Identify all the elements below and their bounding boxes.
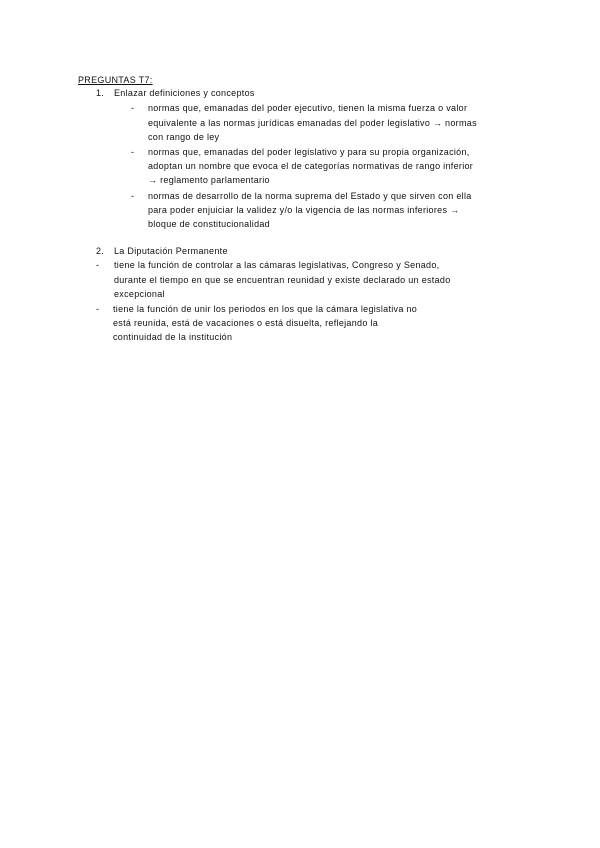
- q2-item-1-line: tiene la función de controlar a las cámaras legislativas, Congreso y Senado,: [114, 260, 440, 270]
- bullet-dash: -: [96, 304, 100, 314]
- q1-item-3-line: para poder enjuiciar la validez y/o la vigencia de las normas inferiores →: [148, 205, 460, 215]
- bullet-dash: -: [96, 260, 100, 270]
- q1-item-2-line: adoptan un nombre que evoca el de categorías normativas de rango inferior: [148, 161, 474, 171]
- q2-item-2-line: tiene la función de unir los periodos en los que la cámara legislativa no: [113, 304, 418, 314]
- bullet-dash: -: [131, 103, 135, 113]
- q1-item-2-line: → reglamento parlamentario: [148, 175, 270, 185]
- q1-item-3-line: bloque de constitucionalidad: [148, 219, 270, 229]
- q2-item-2-line: está reunida, está de vacaciones o está disuelta, reflejando la: [113, 318, 379, 328]
- q2-item-1-line: durante el tiempo en que se encuentran reunidad y existe declarado un estado: [114, 275, 451, 285]
- question-1-heading: Enlazar definiciones y conceptos: [114, 88, 255, 98]
- q2-item-2-line: continuidad de la institución: [113, 332, 233, 342]
- bullet-dash: -: [131, 147, 135, 157]
- q1-item-1-line: equivalente a las normas jurídicas emanadas del poder legislativo → normas: [148, 118, 477, 128]
- q2-item-1-line: excepcional: [114, 289, 165, 299]
- bullet-dash: -: [131, 191, 135, 201]
- question-2-heading: La Diputación Permanente: [114, 246, 228, 256]
- q1-item-1-line: normas que, emanadas del poder ejecutivo, tienen la misma fuerza o valor: [148, 103, 468, 113]
- question-1-number: 1.: [96, 88, 105, 98]
- question-2-number: 2.: [96, 246, 105, 256]
- q1-item-3-line: normas de desarrollo de la norma suprema del Estado y que sirven con ella: [148, 191, 472, 201]
- page-title: PREGUNTAS T7:: [78, 75, 153, 85]
- q1-item-2-line: normas que, emanadas del poder legislativo y para su propia organización,: [148, 147, 470, 157]
- q1-item-1-line: con rango de ley: [148, 132, 220, 142]
